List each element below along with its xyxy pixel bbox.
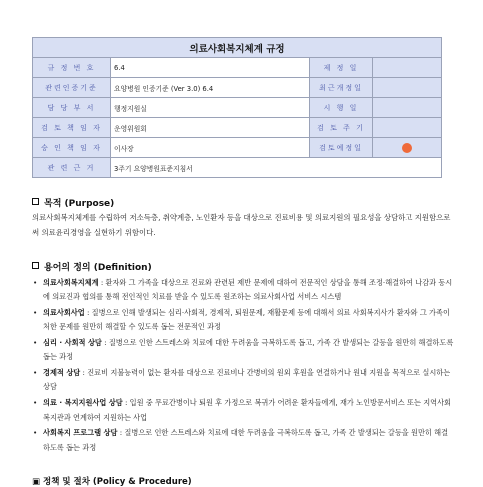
definition-text: : 질병으로 인한 스트레스와 치료에 대한 두려움을 극복하도록 돕고, 가족 간 발생되는 갈등을 원만히 해결하도록 돕는 과정 xyxy=(43,428,449,452)
definition-item xyxy=(32,336,454,364)
value-related-standard: 요양병원 인증기준 (Ver 3.0) 6.4 xyxy=(111,78,310,98)
label-review-cycle: 검 토 주 기 xyxy=(310,118,373,138)
definition-item xyxy=(32,396,454,424)
label-effective-date: 시 행 일 xyxy=(310,98,373,118)
definition-item xyxy=(32,276,454,304)
label-related-basis: 관 련 근 거 xyxy=(33,158,111,178)
bullet-icon: • xyxy=(33,278,38,287)
definition-item xyxy=(32,426,454,454)
value-review-owner: 운영위원회 xyxy=(111,118,310,138)
purpose-heading-text: 목적 (Purpose) xyxy=(44,199,115,209)
document-title: 의료사회복지체계 규정 xyxy=(33,38,442,58)
label-last-revision-date: 최근개정일 xyxy=(310,78,373,98)
definition-term: 의료사회사업 xyxy=(43,308,85,318)
definition-text: : 환자와 그 가족을 대상으로 진료와 관련된 제반 문제에 대하여 전문적인 상담을 통해 조정·해결하여 나감과 동시에 의료진과 협의를 통해 전인적인 치료를 받을 수 있도록 원조하는 의료사회사업 서비스 시스템 xyxy=(43,278,453,302)
definition-term: 의료사회복지체계 xyxy=(43,278,99,287)
definition-text: : 진료비 지불능력이 없는 환자를 대상으로 진료비나 간병비의 원외 후원을 연결하거나 원내 지원을 목적으로 실시하는 상담 xyxy=(43,368,451,392)
section-square-icon xyxy=(32,262,39,269)
value-approval-owner: 이사장 xyxy=(111,138,310,158)
value-department: 행정지원실 xyxy=(111,98,310,118)
purpose-heading xyxy=(32,196,114,209)
label-related-standard: 관련인증기준 xyxy=(33,78,111,98)
definition-heading-text: 용어의 정의 (Definition) xyxy=(44,263,152,273)
policy-heading-partial: ▣ 정책 및 절차 (Policy & Procedure) xyxy=(32,477,192,487)
label-approval-owner: 승 인 책 임 자 xyxy=(33,138,111,158)
definition-term: 심리 · 사회적 상담 xyxy=(43,338,102,348)
definition-term: 사회복지 프로그램 상담 xyxy=(43,428,118,438)
bullet-icon: • xyxy=(33,338,38,348)
purpose-text: 의료사회복지체계를 수립하여 저소득층, 취약계층, 노인환자 등을 대상으로 진료비용 및 의료지원의 필요성을 상담하고 지원함으로써 의료윤리경영을 실현하기 위함이다. xyxy=(32,213,451,237)
definition-item xyxy=(32,306,454,334)
definition-term: 경제적 상담 xyxy=(43,368,81,378)
label-enactment-date: 제 정 일 xyxy=(310,58,373,78)
label-review-owner: 검 토 책 임 자 xyxy=(33,118,111,138)
value-regulation-number: 6.4 xyxy=(111,58,310,78)
value-review-cycle xyxy=(373,118,442,138)
regulation-info-table xyxy=(32,37,442,178)
definition-text: : 입원 중 무료간병이나 퇴원 후 가정으로 복귀가 어려운 환자들에게, 재가 노인방문서비스 또는 지역사회복지관과 연계하여 지원하는 사업 xyxy=(43,398,451,422)
value-last-revision-date xyxy=(373,78,442,98)
bullet-icon: • xyxy=(33,368,38,378)
bullet-icon: • xyxy=(33,398,38,408)
value-enactment-date xyxy=(373,58,442,78)
value-related-basis: 3주기 요양병원표준지침서 xyxy=(111,158,442,178)
bullet-icon: • xyxy=(33,308,38,318)
definition-text: : 질병으로 인해 발생되는 심리·사회적, 경제적, 퇴원문제, 재활문제 등에 대해서 의료 사회복지사가 환자와 그 가족이 처한 문제를 원만히 해결할 수 있도록 돕는 전문적인 과정 xyxy=(43,308,450,332)
value-review-scheduled-date xyxy=(373,138,442,158)
section-square-icon xyxy=(32,198,39,205)
label-regulation-number: 규 정 번 호 xyxy=(33,58,111,78)
label-review-scheduled-date: 검토예정일 xyxy=(310,138,373,158)
definition-text: : 질병으로 인한 스트레스와 치료에 대한 두려움을 극복하도록 돕고, 가족 간 발생되는 갈등을 원만히 해결하도록 돕는 과정 xyxy=(43,338,454,362)
definition-item xyxy=(32,366,454,394)
definition-heading xyxy=(32,260,152,273)
label-department: 담 당 부 서 xyxy=(33,98,111,118)
value-effective-date xyxy=(373,98,442,118)
definition-list xyxy=(32,276,454,457)
bullet-icon: • xyxy=(33,428,38,438)
definition-term: 의료 · 복지지원사업 상담 xyxy=(43,398,123,408)
status-dot-icon xyxy=(402,143,412,153)
